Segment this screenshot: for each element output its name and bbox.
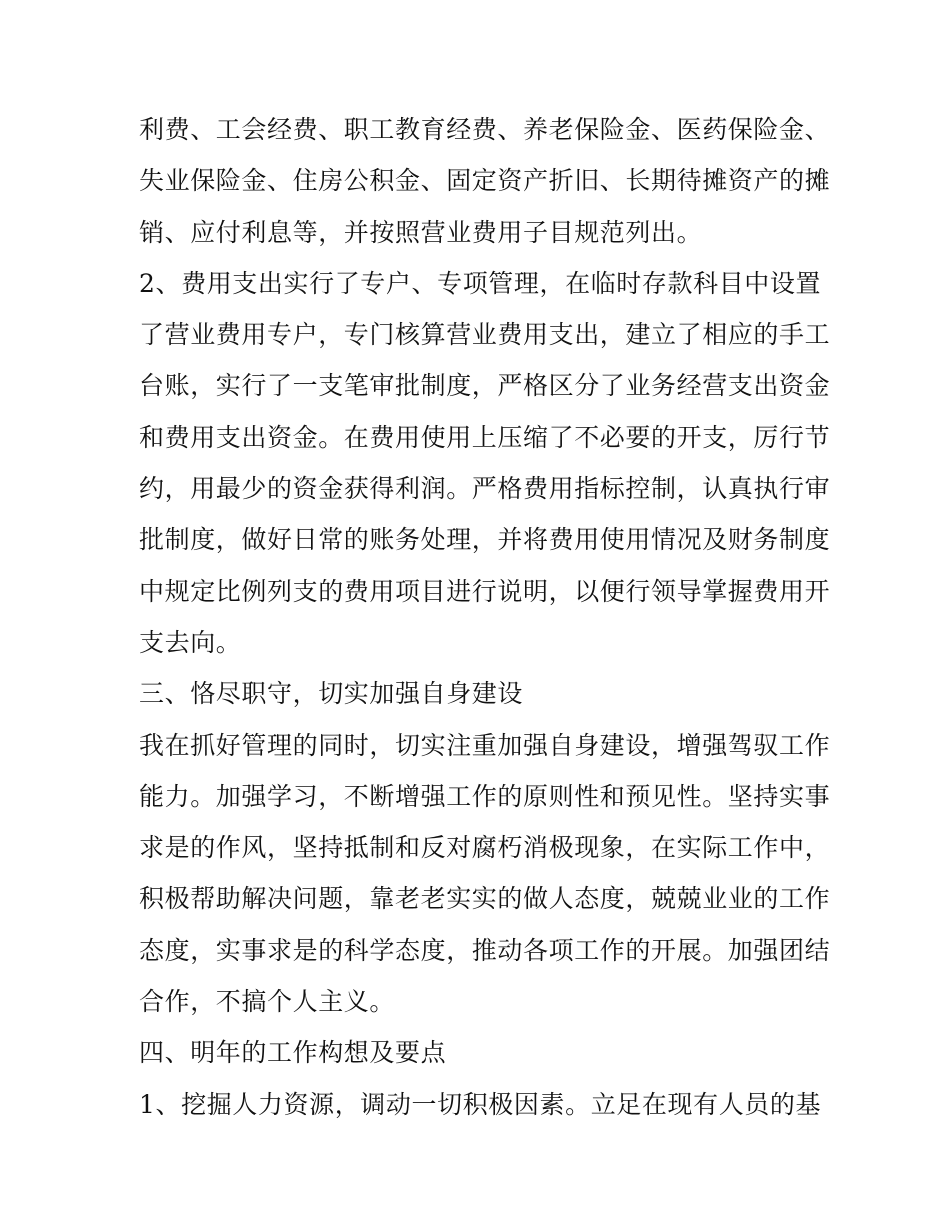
text-line: 能力。加强学习，不断增强工作的原则性和预见性。坚持实事 <box>139 781 831 811</box>
text-line: 求是的作风，坚持抵制和反对腐朽消极现象，在实际工作中， <box>139 833 831 863</box>
text-line: 中规定比例列支的费用项目进行说明，以便行领导掌握费用开 <box>139 576 831 606</box>
text-line: 了营业费用专户，专门核算营业费用支出，建立了相应的手工 <box>139 320 831 350</box>
text-line: 态度，实事求是的科学态度，推动各项工作的开展。加强团结 <box>139 935 831 965</box>
text-line: 失业保险金、住房公积金、固定资产折旧、长期待摊资产的摊 <box>139 166 831 196</box>
text-line: 1、挖掘人力资源，调动一切积极因素。立足在现有人员的基 <box>139 1089 822 1119</box>
text-line: 合作，不搞个人主义。 <box>139 987 396 1017</box>
text-line: 支去向。 <box>139 627 242 657</box>
text-line: 销、应付利息等，并按照营业费用子目规范列出。 <box>139 217 703 247</box>
section-heading: 四、明年的工作构想及要点 <box>139 1038 447 1068</box>
text-line: 积极帮助解决问题，靠老老实实的做人态度，兢兢业业的工作 <box>139 884 831 914</box>
text-line: 我在抓好管理的同时，切实注重加强自身建设，增强驾驭工作 <box>139 730 831 760</box>
text-line: 批制度，做好日常的账务处理，并将费用使用情况及财务制度 <box>139 525 831 555</box>
text-line: 2、费用支出实行了专户、专项管理，在临时存款科目中设置 <box>139 268 822 298</box>
document-body <box>139 104 831 1130</box>
text-line: 台账，实行了一支笔审批制度，严格区分了业务经营支出资金 <box>139 371 831 401</box>
section-heading: 三、恪尽职守，切实加强自身建设 <box>139 679 524 709</box>
text-line: 约，用最少的资金获得利润。严格费用指标控制，认真执行审 <box>139 474 831 504</box>
text-line: 利费、工会经费、职工教育经费、养老保险金、医药保险金、 <box>139 115 831 144</box>
text-line: 和费用支出资金。在费用使用上压缩了不必要的开支，厉行节 <box>139 422 831 452</box>
